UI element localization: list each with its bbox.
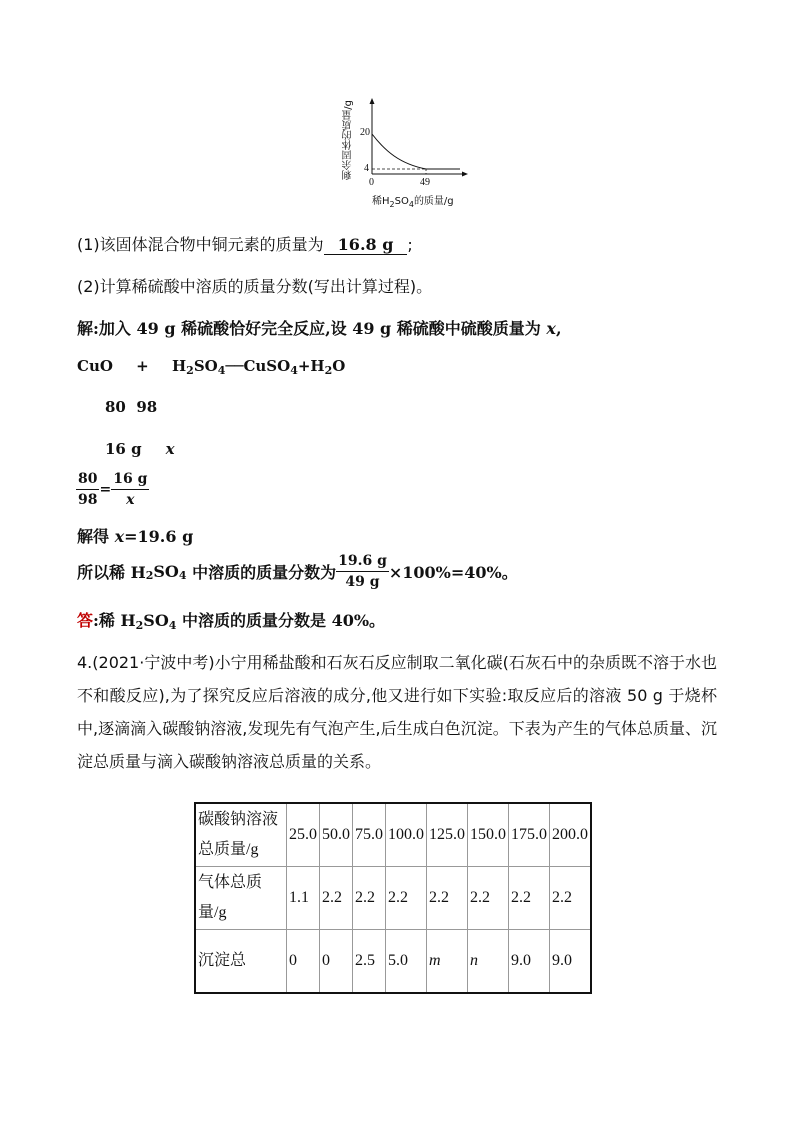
proportion-right-fraction: $\frac{16 g}{x}$	[113, 471, 148, 508]
answer-label: 答	[77, 611, 94, 630]
table-cell: 2.2	[468, 867, 509, 930]
table-cell: 0	[287, 930, 320, 994]
table-cell: 2.2	[427, 867, 468, 930]
question-2: (2)计算稀硫酸中溶质的质量分数(写出计算过程)。	[77, 277, 433, 296]
table-cell: 9.0	[550, 930, 592, 994]
data-table	[194, 802, 592, 994]
row-header: 沉淀总	[195, 930, 287, 994]
fraction-line: 所以稀 $H_2SO_4$ 中溶质的质量分数为 $\frac{19.6 g}{49 g}$ ×100%=40%。	[77, 553, 518, 590]
x-axis-label: 稀$H_2SO_4$的质量/g	[372, 196, 454, 209]
y-tick-20: 20	[360, 127, 370, 138]
answer-blank: 16.8 g	[324, 235, 408, 255]
table-cell: 50.0	[320, 803, 353, 867]
question-4-text: 4.(2021·宁波中考)小宁用稀盐酸和石灰石反应制取二氧化碳(石灰石中的杂质既不溶于水也不和酸反应),为了探究反应后溶液的成分,他又进行如下实验:取反应后的溶液 50 g 于烧杯中,逐滴滴入碳酸钠溶液,发现先有气泡产生,后生成白色沉淀。下表为产生的气体总质量、沉淀总质量与滴入碳酸钠溶液总质量的关系。	[77, 653, 717, 771]
table-cell: 2.5	[353, 930, 386, 994]
x-tick-49: 49	[420, 177, 430, 188]
mass-curve	[372, 134, 460, 169]
result-line: 解得 x=19.6 g	[77, 527, 194, 546]
table-cell: 2.2	[386, 867, 427, 930]
table-cell: 2.2	[550, 867, 592, 930]
x-tick-0: 0	[369, 177, 374, 188]
proportion-left-fraction: $\frac{80}{98}$	[78, 471, 98, 508]
chemical-equation: CuO + $H_2SO_4──CuSO_4+H_2O$	[77, 357, 346, 377]
table-cell: 1.1	[287, 867, 320, 930]
ratio-row: 80 98	[105, 398, 158, 416]
table-cell: 25.0	[287, 803, 320, 867]
table-cell: 100.0	[386, 803, 427, 867]
table-cell: 150.0	[468, 803, 509, 867]
decay-graph	[340, 96, 470, 208]
answer-line: 答:稀 $H_2SO_4$ 中溶质的质量分数是 40%。	[77, 611, 386, 632]
table-cell: 2.2	[353, 867, 386, 930]
row-header: 碳酸钠溶液总质量/g	[195, 803, 287, 867]
row-header: 气体总质量/g	[195, 867, 287, 930]
y-tick-4: 4	[364, 163, 369, 174]
y-axis-arrow	[370, 98, 375, 104]
table-cell: 5.0	[386, 930, 427, 994]
y-axis-label: 剩余固体的质量/g	[343, 100, 354, 180]
table-row	[195, 930, 591, 994]
mass-fraction: $\frac{19.6 g}{49 g}$	[338, 553, 387, 590]
table-cell: 2.2	[509, 867, 550, 930]
table-cell: m	[427, 930, 468, 994]
table-cell: n	[468, 930, 509, 994]
x-axis-arrow	[462, 172, 468, 177]
table-cell: 0	[320, 930, 353, 994]
mass-row: 16 g x	[105, 440, 175, 458]
proportion: $\frac{80}{98}$ = $\frac{16 g}{x}$	[78, 471, 148, 508]
question-1: (1)该固体混合物中铜元素的质量为 16.8 g ;	[77, 235, 413, 254]
solution-intro: 解:加入 49 g 稀硫酸恰好完全反应,设 49 g 稀硫酸中硫酸质量为 x,	[77, 319, 562, 338]
table-cell: 175.0	[509, 803, 550, 867]
table-cell: 75.0	[353, 803, 386, 867]
table-row	[195, 803, 591, 867]
table-cell: 200.0	[550, 803, 592, 867]
table-cell: 9.0	[509, 930, 550, 994]
table-cell: 2.2	[320, 867, 353, 930]
table-cell: 125.0	[427, 803, 468, 867]
table-row	[195, 867, 591, 930]
